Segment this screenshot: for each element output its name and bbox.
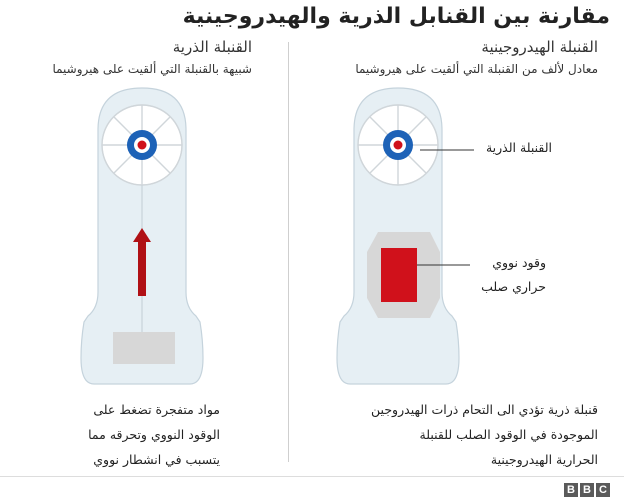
fuel-callout-line1: وقود نووي: [492, 255, 546, 270]
caption-line: الحرارية الهيدروجينية: [490, 452, 598, 467]
atomic-bomb-illustration: [81, 88, 203, 384]
bbc-logo-letter: C: [596, 483, 610, 497]
bbc-logo-letter: B: [580, 483, 594, 497]
thermonuclear-fuel-block: [381, 248, 417, 302]
atomic-bomb-subtitle: شبيهة بالقنبلة التي ألقيت على هيروشيما: [52, 62, 252, 76]
caption-line: الوقود النووي وتحرقه مما: [88, 427, 220, 442]
fuel-callout-line2: حراري صلب: [481, 279, 546, 294]
caption-line: الموجودة في الوقود الصلب للقنبلة: [419, 427, 598, 442]
hydrogen-bomb-caption: [371, 397, 598, 472]
conventional-explosive-block: [113, 332, 175, 364]
footer: [0, 476, 624, 502]
hydrogen-bomb-subtitle: معادل لألف من القنبلة التي ألقيت على هيروشيما: [355, 62, 598, 76]
atomic-bomb-caption: [88, 397, 220, 472]
caption-line: قنبلة ذرية تؤدي الى التحام ذرات الهيدروجين: [371, 402, 598, 417]
bbc-logo: [564, 483, 610, 497]
caption-line: مواد متفجرة تضغط على: [93, 402, 220, 417]
bbc-logo-letter: B: [564, 483, 578, 497]
atomic-bomb-callout: القنبلة الذرية: [485, 140, 552, 155]
atomic-bomb-core-red: [138, 141, 147, 150]
hydrogen-bomb-title: القنبلة الهيدروجينية: [481, 38, 598, 56]
hydrogen-bomb-core-red: [394, 141, 403, 150]
page-title: مقارنة بين القنابل الذرية والهيدروجينية: [182, 4, 610, 29]
hydrogen-bomb-illustration: [337, 88, 474, 384]
atomic-bomb-title: القنبلة الذرية: [172, 38, 252, 56]
caption-line: يتسبب في انشطار نووي: [93, 452, 220, 467]
